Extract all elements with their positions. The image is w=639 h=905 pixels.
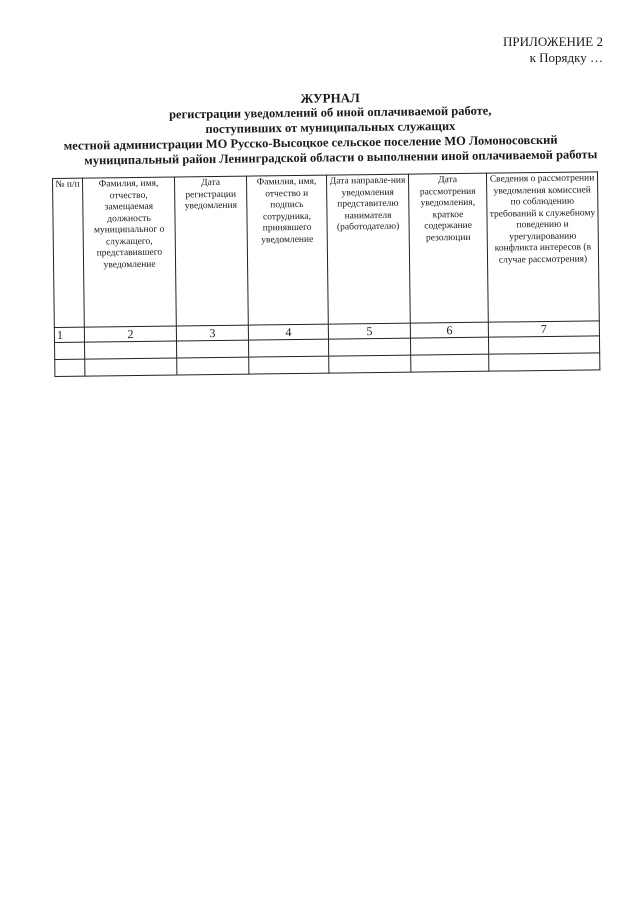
table-cell xyxy=(85,358,177,376)
appendix-line-1: ПРИЛОЖЕНИЕ 2 xyxy=(503,34,603,49)
header-col-2: Фамилия, имя, отчество, замещаемая должность муниципальног о служащего, представившего уведомление xyxy=(83,177,177,327)
table-cell xyxy=(55,359,85,376)
col-number-2: 2 xyxy=(84,326,176,342)
header-col-5: Дата направле-ния уведомления представителю нанимателя (работодателю) xyxy=(326,174,410,324)
header-col-7: Сведения о рассмотрении уведомления комиссией по соблюдению требований к служебному поведению и урегулированию конфликта интересов (в случае рассмотрения) xyxy=(486,172,599,322)
header-col-6: Дата рассмотрения уведомления, краткое содержание резолюции xyxy=(408,173,488,323)
appendix-label xyxy=(503,34,603,66)
heading-line-3: местной администрации МО Русско-Высоцкое сельское поселение МО Ломоносовский xyxy=(63,132,558,153)
col-number-7: 7 xyxy=(488,321,599,337)
header-col-4: Фамилия, имя, отчество и подпись сотрудника, принявшего уведомление xyxy=(246,175,328,325)
col-number-1: 1 xyxy=(54,327,84,342)
table-cell xyxy=(249,356,329,374)
table-cell xyxy=(55,342,85,359)
table-cell xyxy=(489,353,600,371)
heading-line-2: поступивших от муниципальных служащих xyxy=(205,118,456,136)
col-number-3: 3 xyxy=(176,325,248,341)
table-cell xyxy=(329,355,411,373)
heading-line-4: муниципальный район Ленинградской области о выполнении иной оплачиваемой работы xyxy=(84,147,598,168)
table-cell xyxy=(411,354,489,372)
header-col-3: Дата регистрации уведомления xyxy=(174,176,248,326)
col-number-6: 6 xyxy=(410,322,488,338)
table-cell xyxy=(410,337,488,355)
journal-heading xyxy=(40,87,621,169)
col-number-5: 5 xyxy=(328,323,410,339)
table-cell xyxy=(85,341,177,359)
header-col-1: № п/п xyxy=(53,178,85,327)
appendix-line-2: к Порядку … xyxy=(529,50,603,65)
heading-line-1: регистрации уведомлений об иной оплачиваемой работе, xyxy=(168,103,492,122)
table-header-row xyxy=(53,172,600,328)
journal-table xyxy=(52,171,600,377)
journal-title: ЖУРНАЛ xyxy=(300,90,360,106)
table-cell xyxy=(328,338,410,356)
table-cell xyxy=(248,339,328,357)
journal-table-wrapper xyxy=(52,171,599,377)
table-cell xyxy=(177,340,249,358)
col-number-4: 4 xyxy=(248,324,328,340)
table-cell xyxy=(177,357,249,375)
table-cell xyxy=(488,336,599,354)
